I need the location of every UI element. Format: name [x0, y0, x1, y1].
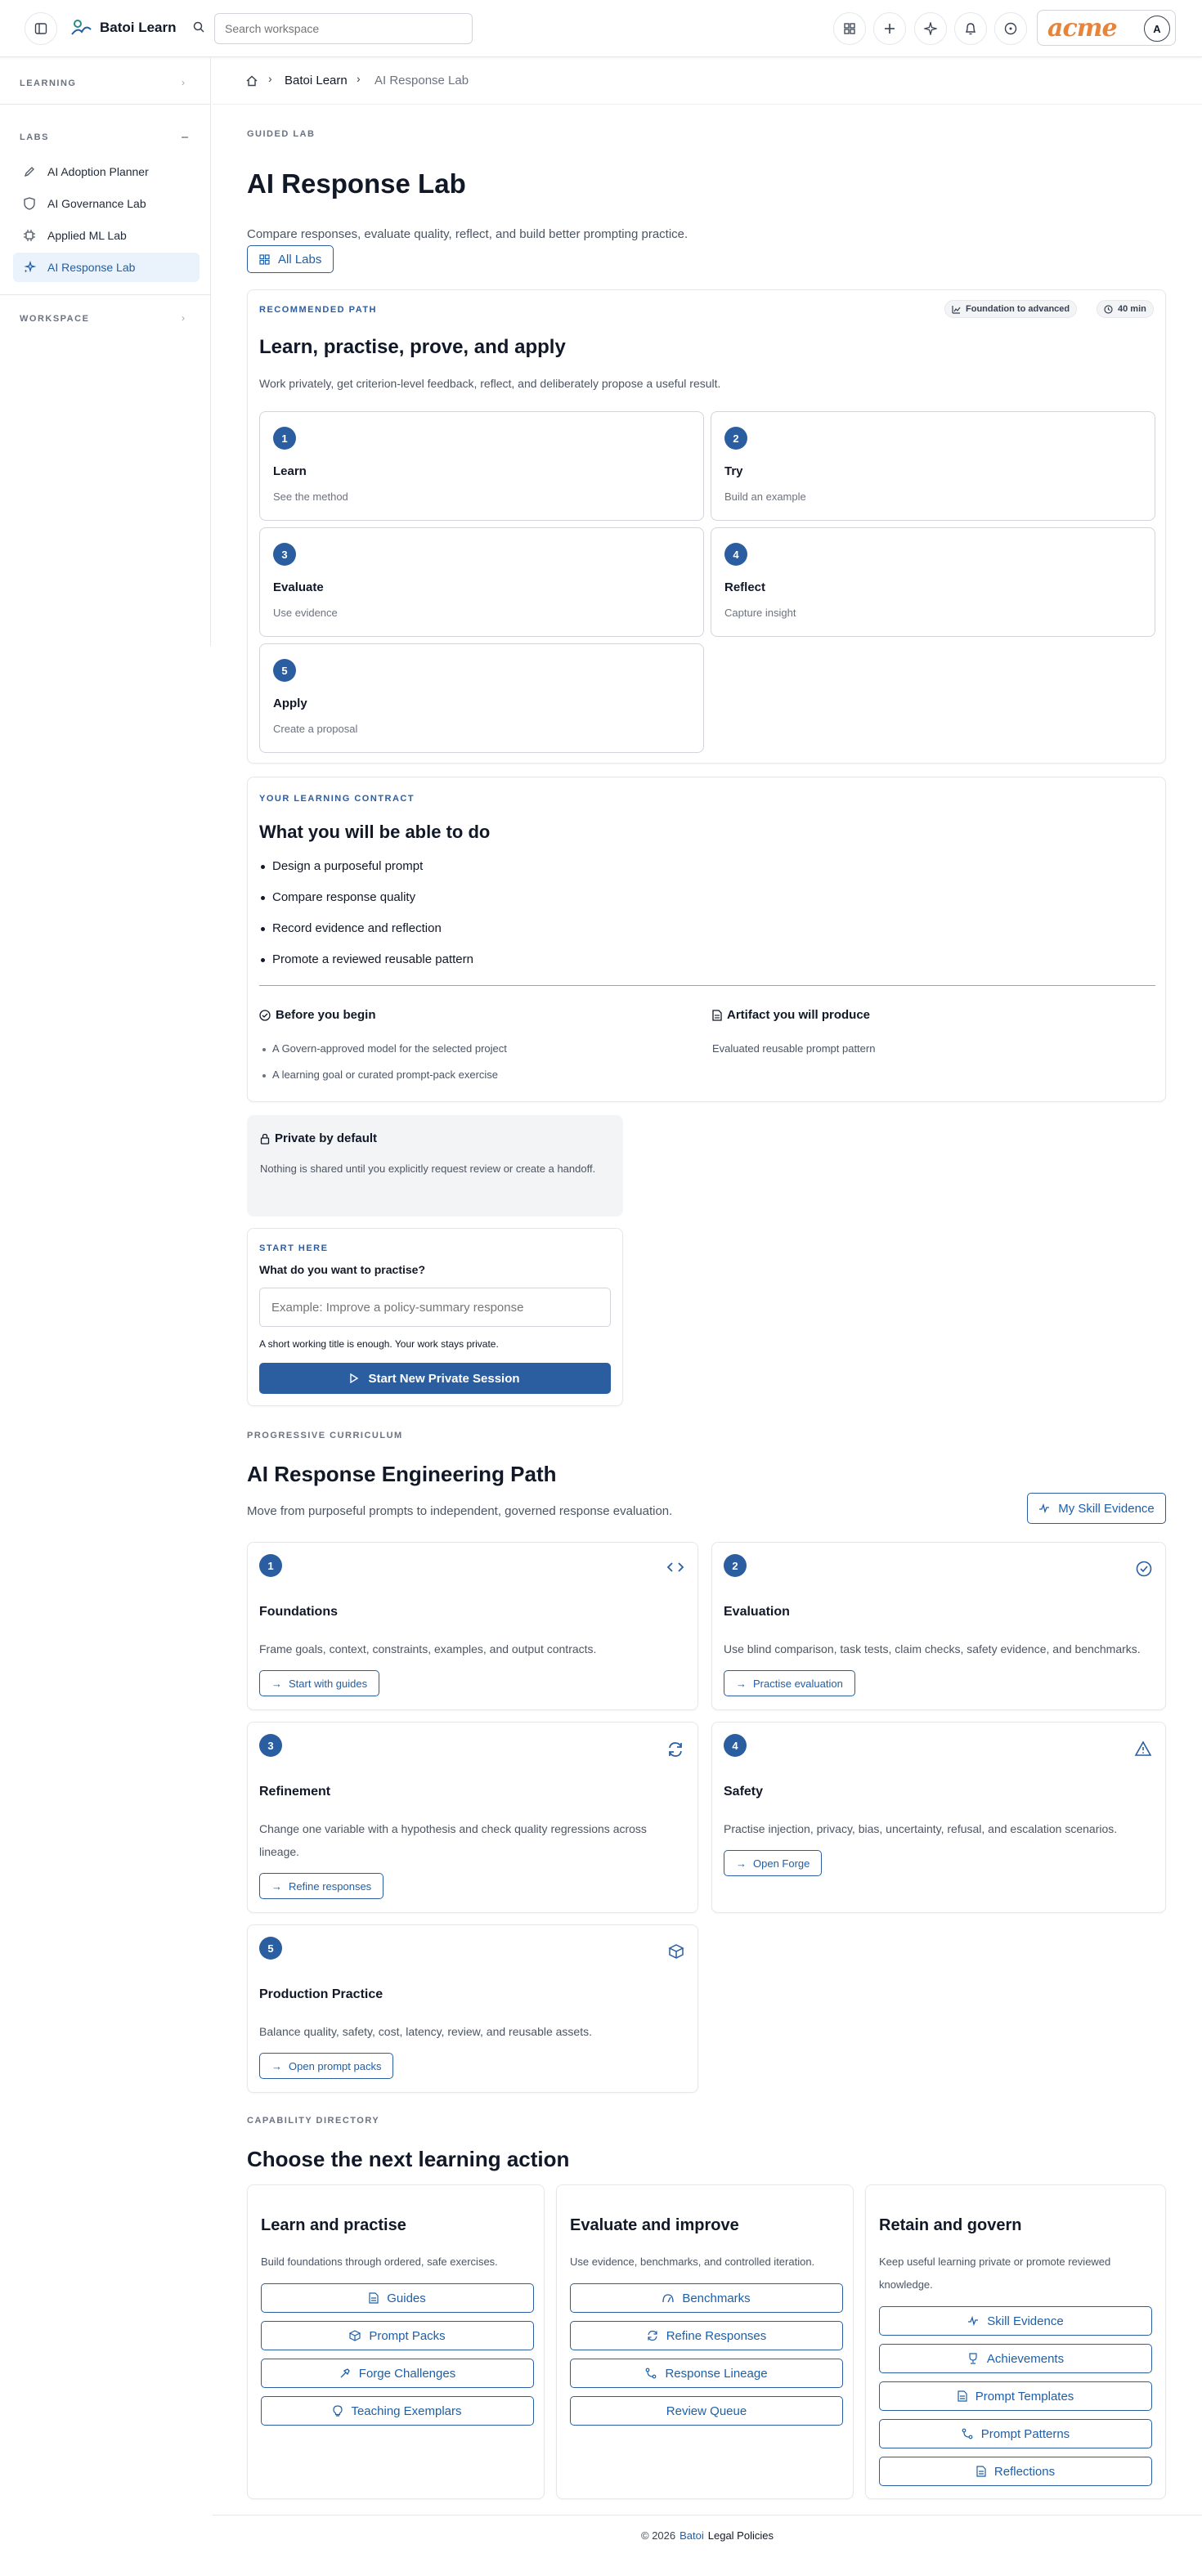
- step-title: Try: [724, 464, 743, 478]
- path-title: Learn, practise, prove, and apply: [259, 336, 566, 358]
- action-label: Prompt Packs: [369, 2328, 446, 2343]
- module-number: 1: [259, 1554, 282, 1577]
- outcome-item: Promote a reviewed reusable pattern: [272, 952, 473, 966]
- privacy-title: Private by default: [275, 1131, 378, 1145]
- hero-eyebrow: GUIDED LAB: [247, 129, 316, 139]
- sparkle-icon: [924, 22, 937, 35]
- arrow-right-icon: →: [736, 1857, 747, 1870]
- sparkle-icon: [21, 259, 38, 276]
- legal-policies-link[interactable]: Legal Policies: [707, 2529, 774, 2542]
- chip-icon: [21, 227, 38, 244]
- module-number: 2: [724, 1554, 747, 1577]
- step-subtitle: Create a proposal: [273, 723, 358, 735]
- all-labs-button[interactable]: [247, 245, 334, 273]
- page-subtitle: Compare responses, evaluate quality, reflect, and build better prompting practice.: [247, 227, 688, 241]
- module-action-label: Start with guides: [289, 1677, 368, 1690]
- directory-card-desc: Build foundations through ordered, safe exercises.: [261, 2256, 498, 2268]
- search-icon: [193, 21, 204, 33]
- start-hint: A short working title is enough. Your work stays private.: [259, 1338, 499, 1350]
- copyright: © 2026: [641, 2529, 676, 2542]
- sidebar-section-labs[interactable]: LABS: [20, 132, 49, 142]
- module-title: Evaluation: [724, 1605, 790, 1619]
- module-action-label: Open Forge: [753, 1857, 810, 1870]
- step-number: 3: [273, 543, 296, 566]
- skill-evidence-link-button[interactable]: [879, 2306, 1152, 2336]
- module-action-label: Practise evaluation: [753, 1677, 843, 1690]
- review-queue-button[interactable]: [570, 2396, 843, 2426]
- breadcrumb-link[interactable]: Batoi Learn: [285, 74, 348, 87]
- module-card-safety: [711, 1722, 1166, 1913]
- response-lineage-button[interactable]: [570, 2359, 843, 2388]
- step-card-evaluate[interactable]: [259, 527, 704, 637]
- sidebar-item-label: Applied ML Lab: [47, 229, 127, 242]
- module-action-label: Open prompt packs: [289, 2059, 382, 2072]
- directory-title: Choose the next learning action: [247, 2147, 570, 2171]
- artifact-text: Evaluated reusable prompt pattern: [712, 1042, 876, 1055]
- outcome-item: Record evidence and reflection: [272, 921, 442, 935]
- sidebar: [0, 57, 211, 646]
- duration-badge: [1097, 300, 1154, 318]
- artifact-title: Artifact you will produce: [727, 1008, 871, 1022]
- sidebar-section-learning[interactable]: LEARNING: [20, 78, 77, 88]
- duration-text: 40 min: [1118, 304, 1146, 314]
- open-prompt-packs-button[interactable]: [259, 2053, 393, 2079]
- prompt-packs-button[interactable]: [261, 2321, 534, 2350]
- clock-icon: [1104, 305, 1113, 314]
- action-label: Forge Challenges: [358, 2366, 456, 2381]
- forge-challenges-button[interactable]: [261, 2359, 534, 2388]
- lightbulb-icon: [333, 2405, 343, 2417]
- start-session-label: Start New Private Session: [368, 1371, 520, 1386]
- directory-eyebrow: CAPABILITY DIRECTORY: [247, 2116, 380, 2126]
- level-text: Foundation to advanced: [966, 304, 1070, 314]
- step-subtitle: See the method: [273, 491, 348, 503]
- home-icon[interactable]: [245, 74, 258, 87]
- grid-icon: [844, 23, 855, 34]
- action-label: Benchmarks: [682, 2291, 751, 2305]
- chevron-right-icon[interactable]: ›: [182, 77, 185, 88]
- step-subtitle: Capture insight: [724, 607, 796, 619]
- box-icon: [349, 2330, 361, 2341]
- sidebar-item-ai-governance-lab[interactable]: [13, 189, 200, 218]
- ai-assist-button[interactable]: [914, 12, 947, 45]
- shield-icon: [21, 195, 38, 212]
- start-session-button[interactable]: [259, 1363, 611, 1394]
- module-desc: Use blind comparison, task tests, claim checks, safety evidence, and benchmarks.: [724, 1642, 1141, 1655]
- sidebar-section-workspace[interactable]: WORKSPACE: [20, 314, 90, 324]
- divider: [213, 2515, 1202, 2516]
- step-number: 1: [273, 427, 296, 450]
- teaching-exemplars-button[interactable]: [261, 2396, 534, 2426]
- start-question: What do you want to practise?: [259, 1263, 426, 1276]
- chart-icon: [952, 305, 961, 314]
- curriculum-eyebrow: PROGRESSIVE CURRICULUM: [247, 1431, 403, 1440]
- prerequisite-item: A Govern-approved model for the selected project: [272, 1042, 507, 1055]
- directory-card-title: Learn and practise: [261, 2216, 406, 2234]
- artifact-heading: [712, 1008, 870, 1022]
- curriculum-desc: Move from purposeful prompts to independent, governed response evaluation.: [247, 1504, 673, 1518]
- main-content: [213, 57, 1202, 2542]
- step-subtitle: Use evidence: [273, 607, 338, 619]
- sidebar-item-label: AI Governance Lab: [47, 197, 146, 210]
- grid-icon: [259, 254, 270, 265]
- refine-responses-button[interactable]: [259, 1873, 383, 1899]
- step-title: Evaluate: [273, 580, 324, 594]
- outcome-item: Design a purposeful prompt: [272, 859, 424, 873]
- action-label: Refine Responses: [666, 2328, 767, 2343]
- outcome-item: Compare response quality: [272, 890, 416, 904]
- breadcrumb-current: AI Response Lab: [375, 74, 469, 87]
- arrow-right-icon: →: [271, 1879, 282, 1893]
- privacy-notice: [247, 1115, 623, 1216]
- step-title: Apply: [273, 697, 307, 710]
- action-label: Response Lineage: [665, 2366, 768, 2381]
- step-number: 2: [724, 427, 747, 450]
- arrow-right-icon: →: [271, 1677, 282, 1690]
- open-forge-button[interactable]: [724, 1850, 822, 1876]
- activity-icon: [1038, 1503, 1050, 1513]
- sidebar-item-applied-ml-lab[interactable]: [13, 221, 200, 250]
- lock-icon: [260, 1133, 270, 1145]
- directory-card-desc: Use evidence, benchmarks, and controlled iteration.: [570, 2256, 815, 2268]
- search-input[interactable]: [214, 13, 473, 44]
- pencil-icon: [21, 164, 38, 180]
- play-icon: [350, 1373, 358, 1383]
- divider: [259, 985, 1155, 986]
- sidebar-item-label: AI Response Lab: [47, 261, 136, 274]
- box-icon: [668, 1943, 684, 1960]
- step-card-try[interactable]: [711, 411, 1155, 521]
- top-bar: [0, 0, 1202, 57]
- page-title: AI Response Lab: [247, 168, 466, 199]
- step-card-learn[interactable]: [259, 411, 704, 521]
- action-label: Prompt Patterns: [980, 2426, 1070, 2441]
- learning-contract-card: [247, 777, 1166, 1102]
- check-circle-icon: [1136, 1561, 1152, 1577]
- directory-card-evaluate: [556, 2184, 854, 2499]
- app-logo-icon: [70, 18, 92, 38]
- reflections-button[interactable]: [879, 2457, 1152, 2486]
- sidebar-icon: [34, 22, 47, 35]
- refine-responses-link-button[interactable]: [570, 2321, 843, 2350]
- contract-eyebrow: YOUR LEARNING CONTRACT: [259, 794, 415, 804]
- check-circle-icon: [259, 1010, 271, 1021]
- skill-evidence-button[interactable]: [1027, 1493, 1166, 1524]
- start-with-guides-button[interactable]: [259, 1670, 379, 1696]
- org-switcher[interactable]: [1037, 10, 1176, 46]
- directory-card-learn: [247, 2184, 545, 2499]
- collapse-icon[interactable]: [182, 137, 188, 138]
- prerequisite-item: A learning goal or curated prompt-pack exercise: [272, 1068, 499, 1081]
- module-title: Production Practice: [259, 1987, 383, 2001]
- step-number: 5: [273, 659, 296, 682]
- module-title: Refinement: [259, 1785, 331, 1799]
- all-labs-label: All Labs: [278, 252, 322, 267]
- divider: [0, 294, 211, 295]
- arrow-right-icon: →: [271, 2059, 282, 2072]
- directory-card-retain: [865, 2184, 1166, 2499]
- curriculum-title: AI Response Engineering Path: [247, 1462, 557, 1486]
- action-label: Guides: [387, 2291, 426, 2305]
- prompt-templates-button[interactable]: [879, 2381, 1152, 2411]
- arrow-right-icon: →: [736, 1677, 747, 1690]
- path-desc: Work privately, get criterion-level feedback, reflect, and deliberately propose a useful result.: [259, 377, 721, 390]
- module-card-refinement: [247, 1722, 698, 1913]
- code-icon: [666, 1561, 684, 1574]
- create-button[interactable]: [873, 12, 906, 45]
- sidebar-item-ai-response-lab[interactable]: [13, 253, 200, 282]
- step-subtitle: Build an example: [724, 491, 806, 503]
- path-eyebrow: RECOMMENDED PATH: [259, 305, 377, 315]
- sidebar-toggle-button[interactable]: [25, 12, 57, 45]
- practise-title-input[interactable]: [259, 1288, 611, 1327]
- app-brand[interactable]: [70, 18, 177, 38]
- brand-logo: acme: [1047, 13, 1117, 43]
- step-number: 4: [724, 543, 747, 566]
- directory-card-title: Evaluate and improve: [570, 2216, 739, 2234]
- gauge-icon: [662, 2293, 674, 2303]
- module-number: 4: [724, 1734, 747, 1757]
- step-card-reflect[interactable]: [711, 527, 1155, 637]
- trophy-icon: [967, 2353, 979, 2364]
- branch-icon: [645, 2368, 657, 2379]
- module-card-production-practice: [247, 1924, 698, 2093]
- step-title: Learn: [273, 464, 307, 478]
- level-badge: [944, 300, 1077, 318]
- refresh-icon: [666, 1740, 684, 1758]
- practise-evaluation-button[interactable]: [724, 1670, 855, 1696]
- activity-icon: [967, 2316, 979, 2326]
- branch-icon: [962, 2428, 973, 2439]
- directory-card-title: Retain and govern: [879, 2216, 1022, 2234]
- action-label: Review Queue: [666, 2404, 747, 2418]
- directory-card-desc: Keep useful learning private or promote reviewed knowledge.: [879, 2256, 1111, 2291]
- contract-title: What you will be able to do: [259, 822, 491, 842]
- action-label: Achievements: [986, 2351, 1065, 2366]
- benchmarks-button[interactable]: [570, 2283, 843, 2313]
- chevron-right-icon: ›: [268, 72, 272, 85]
- document-icon: [976, 2466, 986, 2477]
- privacy-text: Nothing is shared until you explicitly request review or create a handoff.: [260, 1163, 596, 1175]
- footer-brand-link[interactable]: Batoi: [679, 2529, 704, 2542]
- document-icon: [712, 1010, 722, 1021]
- module-desc: Balance quality, safety, cost, latency, review, and reusable assets.: [259, 2025, 592, 2038]
- before-heading: [259, 1008, 376, 1022]
- action-label: Teaching Exemplars: [351, 2404, 462, 2418]
- module-number: 3: [259, 1734, 282, 1757]
- hammer-icon: [339, 2368, 351, 2379]
- start-session-card: [247, 1228, 623, 1406]
- module-number: 5: [259, 1937, 282, 1960]
- start-eyebrow: START HERE: [259, 1243, 329, 1253]
- avatar[interactable]: A: [1144, 16, 1170, 42]
- step-card-apply[interactable]: [259, 643, 704, 753]
- module-desc: Change one variable with a hypothesis and check quality regressions across lineage.: [259, 1822, 647, 1858]
- document-icon: [958, 2390, 967, 2402]
- chevron-right-icon[interactable]: ›: [182, 312, 185, 324]
- privacy-heading: [260, 1131, 377, 1145]
- module-title: Foundations: [259, 1605, 338, 1619]
- apps-button[interactable]: [833, 12, 866, 45]
- breadcrumb: [213, 57, 1202, 105]
- footer: [213, 2529, 1202, 2542]
- warning-icon: [1134, 1740, 1152, 1757]
- help-button[interactable]: [994, 12, 1027, 45]
- help-circle-icon: [1004, 22, 1017, 35]
- notifications-button[interactable]: [954, 12, 987, 45]
- module-action-label: Refine responses: [289, 1879, 372, 1893]
- before-title: Before you begin: [276, 1008, 376, 1022]
- module-desc: Practise injection, privacy, bias, uncertainty, refusal, and escalation scenarios.: [724, 1822, 1118, 1835]
- plus-icon: [884, 23, 895, 34]
- module-title: Safety: [724, 1785, 764, 1799]
- app-name: Batoi Learn: [100, 20, 177, 35]
- achievements-button[interactable]: [879, 2344, 1152, 2373]
- module-card-evaluation: [711, 1542, 1166, 1710]
- module-desc: Frame goals, context, constraints, examples, and output contracts.: [259, 1642, 597, 1655]
- chevron-right-icon: ›: [357, 72, 361, 85]
- prompt-patterns-button[interactable]: [879, 2419, 1152, 2448]
- action-label: Prompt Templates: [975, 2389, 1074, 2404]
- divider: [0, 104, 211, 105]
- action-label: Skill Evidence: [987, 2314, 1064, 2328]
- step-title: Reflect: [724, 580, 766, 594]
- refresh-icon: [647, 2330, 658, 2341]
- sidebar-item-ai-adoption-planner[interactable]: [13, 157, 200, 186]
- bell-icon: [965, 22, 976, 35]
- module-card-foundations: [247, 1542, 698, 1710]
- recommended-path-card: [247, 289, 1166, 764]
- skill-evidence-label: My Skill Evidence: [1058, 1501, 1155, 1516]
- action-label: Reflections: [993, 2464, 1056, 2479]
- document-icon: [369, 2292, 379, 2304]
- sidebar-item-label: AI Adoption Planner: [47, 165, 149, 178]
- guides-button[interactable]: [261, 2283, 534, 2313]
